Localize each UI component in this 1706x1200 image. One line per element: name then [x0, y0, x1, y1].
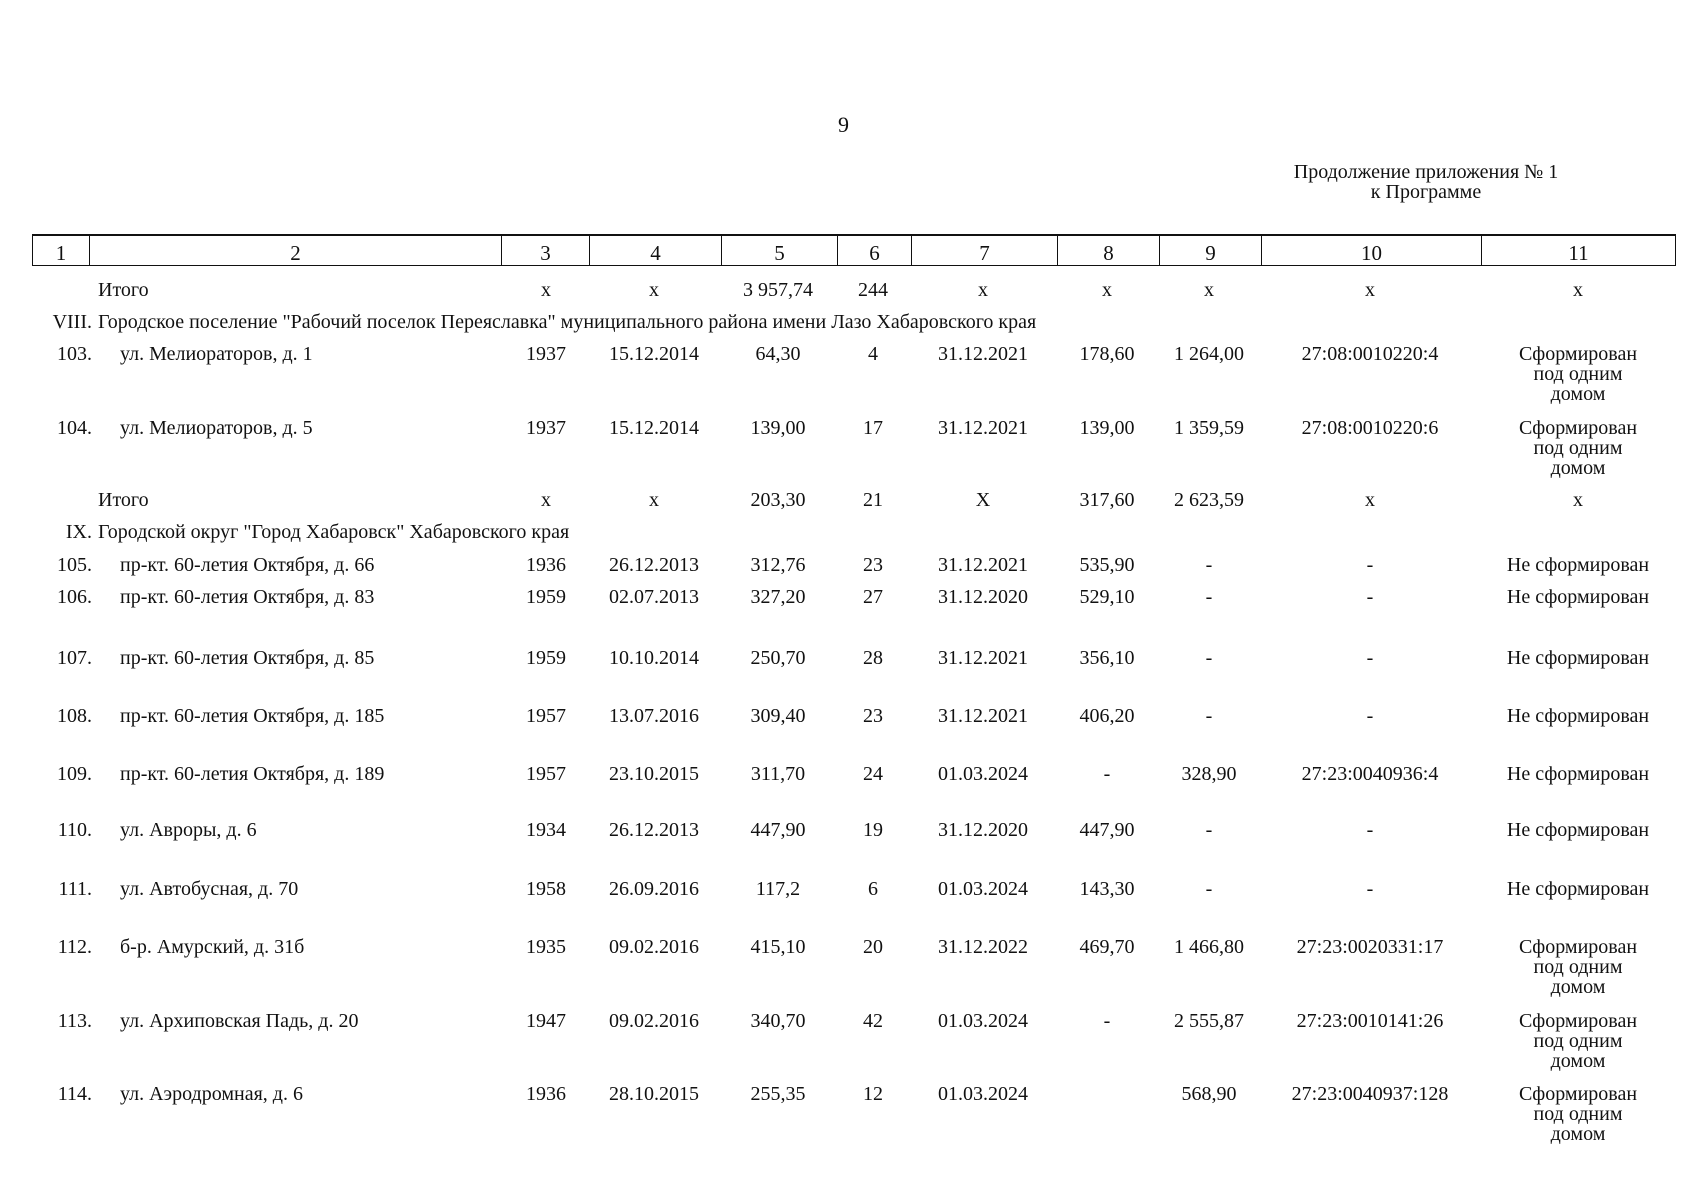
- row-number: 107.: [57, 647, 92, 669]
- land-status: [1480, 490, 1676, 511]
- land-area: -: [1205, 586, 1213, 608]
- column-number: 11: [1481, 236, 1675, 265]
- column-number-header: [32, 234, 1676, 266]
- area-value: 117,2: [755, 878, 801, 900]
- land-area: 2 623,59: [1174, 489, 1244, 511]
- land-status-line: x: [1573, 279, 1583, 301]
- area-value-2: x: [1102, 279, 1112, 301]
- planned-date: 31.12.2022: [938, 936, 1028, 958]
- residents-count: 6: [868, 878, 878, 900]
- residents-count: 23: [863, 554, 883, 576]
- area-value: 309,40: [750, 705, 806, 727]
- planned-date: X: [975, 489, 991, 511]
- planned-date: 01.03.2024: [938, 1083, 1028, 1105]
- area-value: 3 957,74: [743, 279, 813, 301]
- land-status: [1480, 764, 1676, 785]
- date-recognized: 26.12.2013: [609, 554, 699, 576]
- planned-date: 31.12.2021: [938, 705, 1028, 727]
- area-value: 311,70: [750, 763, 806, 785]
- cadastral-number: -: [1366, 647, 1374, 669]
- row-number: 112.: [57, 936, 92, 958]
- year-built: 1957: [526, 763, 566, 785]
- land-status-line: Сформирован: [1518, 936, 1638, 958]
- land-status-line: Сформирован: [1518, 1083, 1638, 1105]
- column-number: 9: [1159, 236, 1261, 265]
- year-built: x: [541, 489, 551, 511]
- column-number: 5: [721, 236, 837, 265]
- land-status-line: Сформирован: [1518, 343, 1638, 365]
- column-number: 4: [589, 236, 721, 265]
- address: Итого: [98, 489, 149, 511]
- address: б-р. Амурский, д. 31б: [120, 936, 305, 958]
- date-recognized: 15.12.2014: [609, 417, 699, 439]
- land-status-line: Сформирован: [1518, 1010, 1638, 1032]
- land-area: -: [1205, 647, 1213, 669]
- residents-count: 23: [863, 705, 883, 727]
- land-status: [1480, 418, 1676, 478]
- planned-date: 01.03.2024: [938, 763, 1028, 785]
- year-built: 1947: [526, 1010, 566, 1032]
- year-built: 1934: [526, 819, 566, 841]
- land-status-line: Не сформирован: [1506, 819, 1650, 841]
- area-value-2: 535,90: [1079, 554, 1135, 576]
- address: ул. Мелиораторов, д. 1: [120, 343, 313, 365]
- year-built: 1935: [526, 936, 566, 958]
- residents-count: 244: [858, 279, 888, 301]
- cadastral-number: -: [1366, 878, 1374, 900]
- cadastral-number: 27:08:0010220:6: [1301, 417, 1439, 439]
- land-area: 328,90: [1181, 763, 1237, 785]
- year-built: 1959: [526, 647, 566, 669]
- area-value: 340,70: [750, 1010, 806, 1032]
- land-status-line: Не сформирован: [1506, 647, 1650, 669]
- area-value-2: 356,10: [1079, 647, 1135, 669]
- area-value-2: 143,30: [1079, 878, 1135, 900]
- residents-count: 21: [863, 489, 883, 511]
- land-area: -: [1205, 554, 1213, 576]
- land-area: 1 359,59: [1174, 417, 1244, 439]
- year-built: 1937: [526, 417, 566, 439]
- land-status: [1480, 1011, 1676, 1071]
- appendix-note-line1: Продолжение приложения № 1: [1293, 161, 1559, 183]
- address: ул. Авроры, д. 6: [120, 819, 257, 841]
- land-status-line: под одним: [1533, 956, 1623, 978]
- planned-date: x: [978, 279, 988, 301]
- land-status: [1480, 879, 1676, 900]
- address: ул. Мелиораторов, д. 5: [120, 417, 313, 439]
- year-built: 1937: [526, 343, 566, 365]
- land-status: [1480, 1084, 1676, 1144]
- planned-date: 31.12.2020: [938, 586, 1028, 608]
- address: ул. Автобусная, д. 70: [120, 878, 299, 900]
- date-recognized: 28.10.2015: [609, 1083, 699, 1105]
- year-built: 1959: [526, 586, 566, 608]
- cadastral-number: 27:23:0020331:17: [1296, 936, 1444, 958]
- residents-count: 19: [863, 819, 883, 841]
- planned-date: 01.03.2024: [938, 878, 1028, 900]
- land-status-line: Не сформирован: [1506, 878, 1650, 900]
- appendix-note-line2: к Программе: [1370, 181, 1482, 203]
- residents-count: 12: [863, 1083, 883, 1105]
- year-built: x: [541, 279, 551, 301]
- area-value: 447,90: [750, 819, 806, 841]
- residents-count: 4: [868, 343, 878, 365]
- area-value-2: 469,70: [1079, 936, 1135, 958]
- area-value: 250,70: [750, 647, 806, 669]
- column-number: 1: [55, 241, 67, 265]
- row-number: 108.: [57, 705, 92, 727]
- date-recognized: 26.09.2016: [609, 878, 699, 900]
- page-number: 9: [838, 112, 849, 137]
- column-number: 8: [1057, 236, 1159, 265]
- row-number: 111.: [58, 878, 92, 900]
- area-value-2: 178,60: [1079, 343, 1135, 365]
- address: ул. Аэродромная, д. 6: [120, 1083, 303, 1105]
- row-number: 103.: [57, 343, 92, 365]
- residents-count: 24: [863, 763, 883, 785]
- cadastral-number: -: [1366, 586, 1374, 608]
- area-value: 255,35: [750, 1083, 806, 1105]
- land-area: -: [1205, 878, 1213, 900]
- column-number: 10: [1261, 236, 1481, 265]
- date-recognized: 09.02.2016: [609, 936, 699, 958]
- row-number: 110.: [57, 819, 92, 841]
- address: пр-кт. 60-летия Октября, д. 189: [120, 763, 385, 785]
- residents-count: 17: [863, 417, 883, 439]
- date-recognized: 15.12.2014: [609, 343, 699, 365]
- cadastral-number: -: [1366, 554, 1374, 576]
- land-status-line: под одним: [1533, 363, 1623, 385]
- row-number: IX.: [65, 521, 92, 543]
- area-value: 415,10: [750, 936, 806, 958]
- date-recognized: 09.02.2016: [609, 1010, 699, 1032]
- row-number: 109.: [57, 763, 92, 785]
- area-value-2: -: [1103, 1010, 1111, 1032]
- row-number: 105.: [57, 554, 92, 576]
- land-area: x: [1204, 279, 1214, 301]
- land-status-line: Не сформирован: [1506, 586, 1650, 608]
- planned-date: 01.03.2024: [938, 1010, 1028, 1032]
- land-area: 568,90: [1181, 1083, 1237, 1105]
- column-number: 2: [89, 236, 501, 265]
- date-recognized: 10.10.2014: [609, 647, 699, 669]
- land-status: [1480, 344, 1676, 404]
- land-status-line: под одним: [1533, 1103, 1623, 1125]
- year-built: 1958: [526, 878, 566, 900]
- cadastral-number: 27:08:0010220:4: [1301, 343, 1439, 365]
- cadastral-number: 27:23:0010141:26: [1296, 1010, 1444, 1032]
- date-recognized: x: [649, 279, 659, 301]
- land-status-line: Не сформирован: [1506, 554, 1650, 576]
- land-status-line: Сформирован: [1518, 417, 1638, 439]
- area-value: 203,30: [750, 489, 806, 511]
- land-status-line: домом: [1550, 1123, 1606, 1145]
- planned-date: 31.12.2020: [938, 819, 1028, 841]
- date-recognized: 02.07.2013: [609, 586, 699, 608]
- section-title: Городское поселение "Рабочий поселок Переяславка" муниципального района имени Лазо Хабаровского края: [98, 311, 1037, 333]
- address: ул. Архиповская Падь, д. 20: [120, 1010, 359, 1032]
- planned-date: 31.12.2021: [938, 417, 1028, 439]
- residents-count: 28: [863, 647, 883, 669]
- land-status: [1480, 555, 1676, 576]
- year-built: 1957: [526, 705, 566, 727]
- column-number: 7: [911, 236, 1057, 265]
- land-status: [1480, 937, 1676, 997]
- land-status: [1480, 706, 1676, 727]
- residents-count: 27: [863, 586, 883, 608]
- area-value-2: 139,00: [1079, 417, 1135, 439]
- row-number: 114.: [57, 1083, 92, 1105]
- date-recognized: 26.12.2013: [609, 819, 699, 841]
- cadastral-number: x: [1365, 489, 1375, 511]
- land-status-line: под одним: [1533, 1030, 1623, 1052]
- area-value: 139,00: [750, 417, 806, 439]
- planned-date: 31.12.2021: [938, 343, 1028, 365]
- date-recognized: 23.10.2015: [609, 763, 699, 785]
- land-status: [1480, 587, 1676, 608]
- date-recognized: 13.07.2016: [609, 705, 699, 727]
- land-status: [1480, 648, 1676, 669]
- land-status: [1480, 820, 1676, 841]
- land-area: 1 466,80: [1174, 936, 1244, 958]
- land-area: -: [1205, 819, 1213, 841]
- area-value-2: 406,20: [1079, 705, 1135, 727]
- land-area: 1 264,00: [1174, 343, 1244, 365]
- area-value-2: 447,90: [1079, 819, 1135, 841]
- land-status-line: под одним: [1533, 437, 1623, 459]
- cadastral-number: x: [1365, 279, 1375, 301]
- land-status-line: Не сформирован: [1506, 705, 1650, 727]
- residents-count: 20: [863, 936, 883, 958]
- cadastral-number: -: [1366, 705, 1374, 727]
- land-status-line: домом: [1550, 383, 1606, 405]
- area-value: 312,76: [750, 554, 806, 576]
- planned-date: 31.12.2021: [938, 554, 1028, 576]
- land-status-line: Не сформирован: [1506, 763, 1650, 785]
- address: пр-кт. 60-летия Октября, д. 66: [120, 554, 375, 576]
- cadastral-number: 27:23:0040936:4: [1301, 763, 1439, 785]
- column-number: 6: [837, 236, 911, 265]
- land-area: -: [1205, 705, 1213, 727]
- date-recognized: x: [649, 489, 659, 511]
- land-status: [1480, 280, 1676, 301]
- residents-count: 42: [863, 1010, 883, 1032]
- year-built: 1936: [526, 554, 566, 576]
- row-number: 106.: [57, 586, 92, 608]
- row-number: VIII.: [52, 311, 92, 333]
- address: пр-кт. 60-летия Октября, д. 185: [120, 705, 385, 727]
- area-value: 64,30: [755, 343, 801, 365]
- planned-date: 31.12.2021: [938, 647, 1028, 669]
- cadastral-number: 27:23:0040937:128: [1291, 1083, 1449, 1105]
- year-built: 1936: [526, 1083, 566, 1105]
- row-number: 104.: [57, 417, 92, 439]
- land-area: 2 555,87: [1174, 1010, 1244, 1032]
- column-number: 3: [501, 236, 589, 265]
- area-value-2: -: [1103, 763, 1111, 785]
- area-value-2: 529,10: [1079, 586, 1135, 608]
- address: пр-кт. 60-летия Октября, д. 85: [120, 647, 375, 669]
- land-status-line: x: [1573, 489, 1583, 511]
- land-status-line: домом: [1550, 1050, 1606, 1072]
- row-number: 113.: [57, 1010, 92, 1032]
- cadastral-number: -: [1366, 819, 1374, 841]
- address: пр-кт. 60-летия Октября, д. 83: [120, 586, 375, 608]
- address: Итого: [98, 279, 149, 301]
- land-status-line: домом: [1550, 457, 1606, 479]
- area-value: 327,20: [750, 586, 806, 608]
- section-title: Городской округ "Город Хабаровск" Хабаровского края: [98, 521, 570, 543]
- appendix-note: [1256, 162, 1596, 202]
- land-status-line: домом: [1550, 976, 1606, 998]
- area-value-2: 317,60: [1079, 489, 1135, 511]
